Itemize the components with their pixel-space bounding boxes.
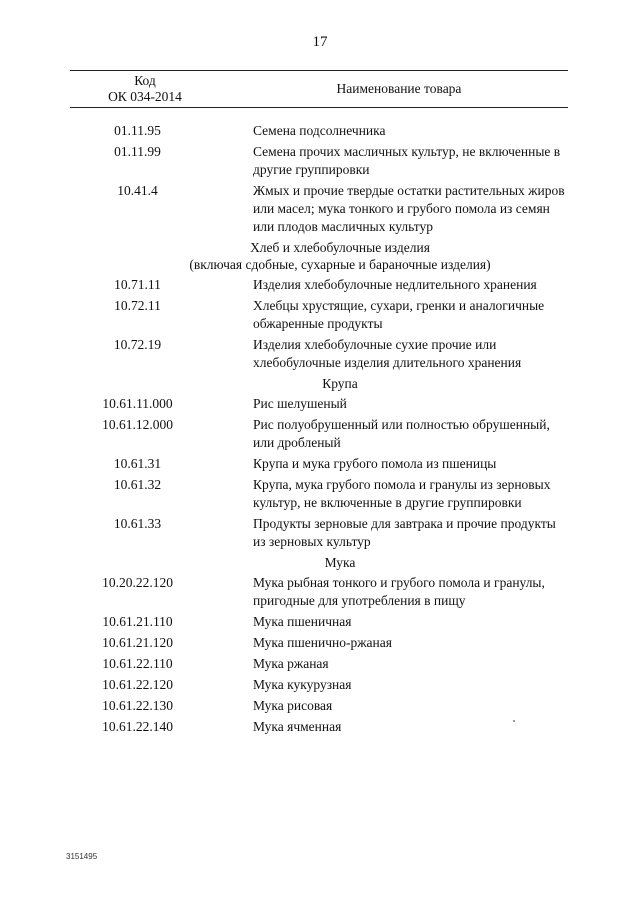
page-number: 17 — [312, 34, 328, 50]
product-code: 10.61.33 — [113, 516, 162, 531]
section-heading — [70, 554, 570, 571]
goods-table-body — [70, 122, 570, 739]
table-row — [70, 718, 570, 736]
table-row — [70, 455, 570, 473]
product-code: 10.61.22.140 — [102, 719, 173, 734]
section-title: Крупа — [322, 376, 358, 391]
product-code: 10.61.31 — [113, 456, 162, 471]
table-row — [70, 613, 570, 631]
product-code: 01.11.99 — [114, 144, 161, 159]
product-name: Мука рыбная тонкого и грубого помола и гранулы, пригодные для употребления в пищу — [253, 575, 545, 608]
product-name: Мука кукурузная — [253, 677, 352, 692]
product-name: Рис полуобрушенный или полностью обрушенный, или дробленый — [253, 417, 550, 450]
section-heading — [70, 375, 570, 392]
product-name: Рис шелушеный — [253, 396, 347, 411]
product-name: Продукты зерновые для завтрака и прочие продукты из зерновых культур — [253, 516, 556, 549]
table-row — [70, 336, 570, 372]
table-header — [70, 70, 568, 108]
product-name: Хлебцы хрустящие, сухари, гренки и аналогичные обжаренные продукты — [253, 298, 545, 331]
table-row — [70, 574, 570, 610]
product-code: 10.61.21.120 — [102, 635, 173, 650]
product-code: 10.72.11 — [114, 298, 161, 313]
table-row — [70, 122, 570, 140]
header-code-column — [70, 71, 220, 107]
product-name: Изделия хлебобулочные недлительного хранения — [253, 277, 537, 292]
product-code: 10.72.19 — [113, 337, 162, 352]
section-title: Хлеб и хлебобулочные изделия — [250, 240, 430, 255]
table-row — [70, 143, 570, 179]
table-row — [70, 634, 570, 652]
section-title: Мука — [324, 555, 356, 570]
product-code: 10.61.22.110 — [102, 656, 173, 671]
product-name: Мука рисовая — [253, 698, 333, 713]
product-code: 10.61.32 — [113, 477, 162, 492]
product-name: Крупа и мука грубого помола из пшеницы — [253, 456, 497, 471]
table-row — [70, 515, 570, 551]
product-name: Мука пшеничная — [253, 614, 352, 629]
header-code-label: Код — [134, 73, 156, 88]
product-code: 10.61.21.110 — [102, 614, 173, 629]
table-row — [70, 395, 570, 413]
table-row — [70, 297, 570, 333]
section-heading — [70, 239, 570, 273]
product-name: Крупа, мука грубого помола и гранулы из зерновых культур, не включенные в другие группировки — [253, 477, 551, 510]
section-subtitle: (включая сдобные, сухарные и бараночные изделия) — [189, 257, 491, 272]
header-name-column: Наименование товара — [336, 81, 462, 96]
product-name: Жмых и прочие твердые остатки растительных жиров или масел; мука тонкого и грубого помола из семян или плодов масличных культур — [253, 183, 565, 234]
product-code: 10.41.4 — [117, 183, 158, 198]
product-code: 10.61.11.000 — [102, 396, 173, 411]
product-code: 10.61.22.120 — [102, 677, 173, 692]
product-name: Семена подсолнечника — [253, 123, 386, 138]
product-name: Семена прочих масличных культур, не включенные в другие группировки — [253, 144, 561, 177]
table-row — [70, 697, 570, 715]
table-row — [70, 416, 570, 452]
table-row — [70, 476, 570, 512]
product-name: Мука пшенично-ржаная — [253, 635, 392, 650]
product-name: Мука ячменная — [253, 719, 342, 734]
product-code: 10.61.22.130 — [102, 698, 173, 713]
product-name: Мука ржаная — [253, 656, 329, 671]
document-id: 3151495 — [66, 852, 98, 861]
product-code: 10.20.22.120 — [102, 575, 173, 590]
table-row — [70, 182, 570, 236]
product-code: 10.71.11 — [114, 277, 161, 292]
header-classifier-label: ОК 034-2014 — [108, 89, 182, 104]
product-code: 01.11.95 — [114, 123, 161, 138]
scan-speck — [513, 720, 515, 722]
table-row — [70, 276, 570, 294]
table-row — [70, 655, 570, 673]
product-code: 10.61.12.000 — [102, 417, 173, 432]
product-name: Изделия хлебобулочные сухие прочие или хлебобулочные изделия длительного хранения — [253, 337, 522, 370]
table-row — [70, 676, 570, 694]
